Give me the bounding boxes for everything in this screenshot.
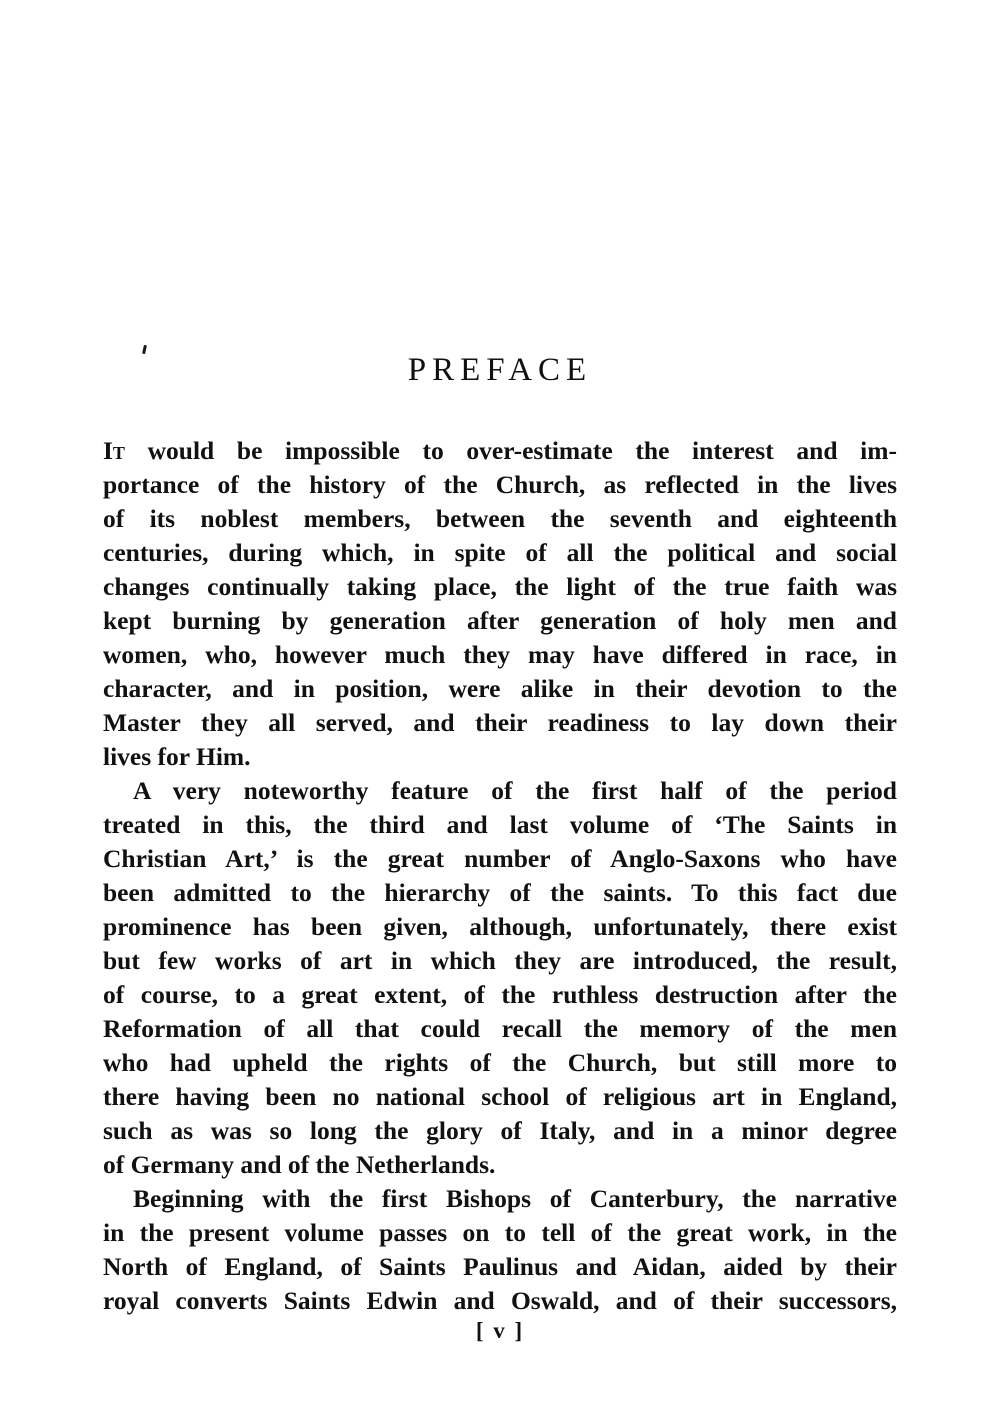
text-line: of its noblest members, between the seventh and eighteenth bbox=[103, 504, 897, 533]
text-line: who had upheld the rights of the Church, but still more to bbox=[103, 1048, 897, 1077]
text-line: treated in this, the third and last volume of ‘The Saints in bbox=[103, 810, 897, 839]
text-line: character, and in position, were alike in their devotion to the bbox=[103, 674, 897, 703]
text-line: there having been no national school of religious art in England, bbox=[103, 1082, 897, 1111]
text-line: but few works of art in which they are introduced, the result, bbox=[103, 946, 897, 975]
text-line: such as was so long the glory of Italy, and in a minor degree bbox=[103, 1116, 897, 1145]
line-text: would be impossible to over-estimate the interest and im- bbox=[124, 436, 897, 465]
text-line bbox=[103, 434, 897, 468]
paragraph-1 bbox=[103, 434, 897, 774]
preface-body bbox=[103, 434, 897, 1318]
text-line: North of England, of Saints Paulinus and Aidan, aided by their bbox=[103, 1252, 897, 1281]
text-line: changes continually taking place, the light of the true faith was bbox=[103, 572, 897, 601]
text-line: of Germany and of the Netherlands. bbox=[103, 1150, 496, 1179]
text-line: of course, to a great extent, of the ruthless destruction after the bbox=[103, 980, 897, 1009]
drop-word: It bbox=[103, 436, 125, 465]
text-line: lives for Him. bbox=[103, 742, 251, 771]
text-line: Christian Art,’ is the great number of Anglo-Saxons who have bbox=[103, 844, 897, 873]
text-line: centuries, during which, in spite of all the political and social bbox=[103, 538, 897, 567]
page-number: [ v ] bbox=[475, 1318, 525, 1343]
text-line: women, who, however much they may have differed in race, in bbox=[103, 640, 897, 669]
text-line: Beginning with the first Bishops of Canterbury, the narrative bbox=[133, 1184, 897, 1213]
text-line: prominence has been given, although, unfortunately, there exist bbox=[103, 912, 897, 941]
page-title: PREFACE bbox=[407, 352, 593, 388]
text-line: Reformation of all that could recall the memory of the men bbox=[103, 1014, 897, 1043]
text-line: A very noteworthy feature of the first half of the period bbox=[133, 776, 897, 805]
paragraph-2 bbox=[103, 774, 897, 1182]
text-line: kept burning by generation after generation of holy men and bbox=[103, 606, 897, 635]
text-line: in the present volume passes on to tell of the great work, in the bbox=[103, 1218, 897, 1247]
text-line: Master they all served, and their readiness to lay down their bbox=[103, 708, 897, 737]
paragraph-3 bbox=[103, 1182, 897, 1318]
text-line: been admitted to the hierarchy of the saints. To this fact due bbox=[103, 878, 897, 907]
text-line: royal converts Saints Edwin and Oswald, and of their successors, bbox=[103, 1286, 897, 1315]
text-line: portance of the history of the Church, as reflected in the lives bbox=[103, 470, 897, 499]
